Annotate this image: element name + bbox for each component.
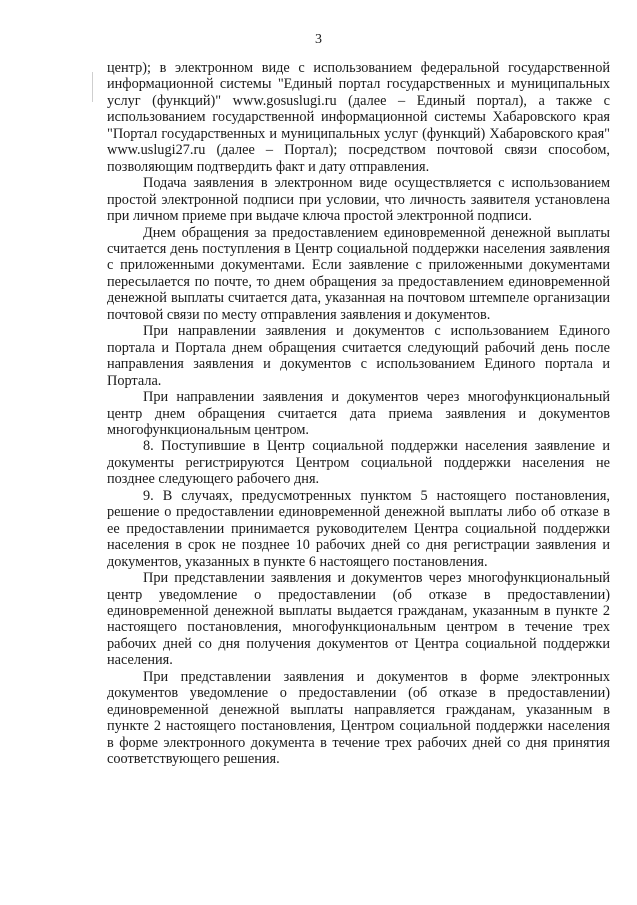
paragraph-item-8: 8. Поступившие в Центр социальной поддержки населения заявление и документы регистрируются Центром социальной поддержки населения не позднее следующего рабочего дня. [107, 438, 610, 488]
paragraph-electronic-signature: Подача заявления в электронном виде осуществляется с использованием простой электронной подписи при условии, что личность заявителя установлена при личном приеме при выдаче ключа простой электронной подписи. [107, 175, 610, 225]
scan-margin-mark [92, 72, 93, 102]
paragraph-mfc-notification: При представлении заявления и документов через многофункциональный центр уведомление о предоставлении (об отказе в предоставлении) единовременной денежной выплаты выдается гражданам, указанным в пункте 2 настоящего постановления, многофункциональным центром в течение трех рабочих дней со дня получения документов от Центра социальной поддержки населения. [107, 570, 610, 669]
paragraph-item-9: 9. В случаях, предусмотренных пунктом 5 настоящего постановления, решение о предоставлении единовременной денежной выплаты либо об отказе в ее предоставлении принимается руководителем Центра социальной поддержки населения в срок не позднее 10 рабочих дней со дня регистрации заявления и документов, указанных в пункте 6 настоящего постановления. [107, 487, 610, 570]
document-body [107, 60, 610, 767]
paragraph-continuation: центр); в электронном виде с использованием федеральной государственной информационной системы "Единый портал государственных и муниципальных услуг (функций)" www.gosuslugi.ru (далее – Единый портал), а также с использованием государственной информационной системы Хабаровского края "Портал государственных и муниципальных услуг (функций) Хабаровского края" www.uslugi27.ru (далее – Портал); посредством почтовой связи способом, позволяющим подтвердить факт и дату отправления. [107, 60, 610, 175]
paragraph-mfc-submission: При направлении заявления и документов через многофункциональный центр днем обращения считается дата приема заявления и документов многофункциональным центром. [107, 389, 610, 438]
paragraph-electronic-notification: При представлении заявления и документов в форме электронных документов уведомление о предоставлении (об отказе в предоставлении) единовременной денежной выплаты направляется гражданам, указанным в пункте 2 настоящего постановления, Центром социальной поддержки населения в форме электронного документа в течение трех рабочих дней со дня принятия соответствующего решения. [107, 668, 610, 768]
paragraph-day-of-application: Днем обращения за предоставлением единовременной денежной выплаты считается день поступления в Центр социальной поддержки населения заявления с приложенными документами. Если заявление с приложенными документами пересылается по почте, то днем обращения за предоставлением единовременной денежной выплаты считается дата, указанная на почтовом штемпеле организации почтовой связи по месту отправления заявления и документов. [107, 224, 610, 323]
paragraph-portal-submission: При направлении заявления и документов с использованием Единого портала и Портала днем обращения считается следующий рабочий день после направления заявления и документов с использованием Единого портала и Портала. [107, 323, 610, 389]
page-number: 3 [315, 32, 322, 47]
